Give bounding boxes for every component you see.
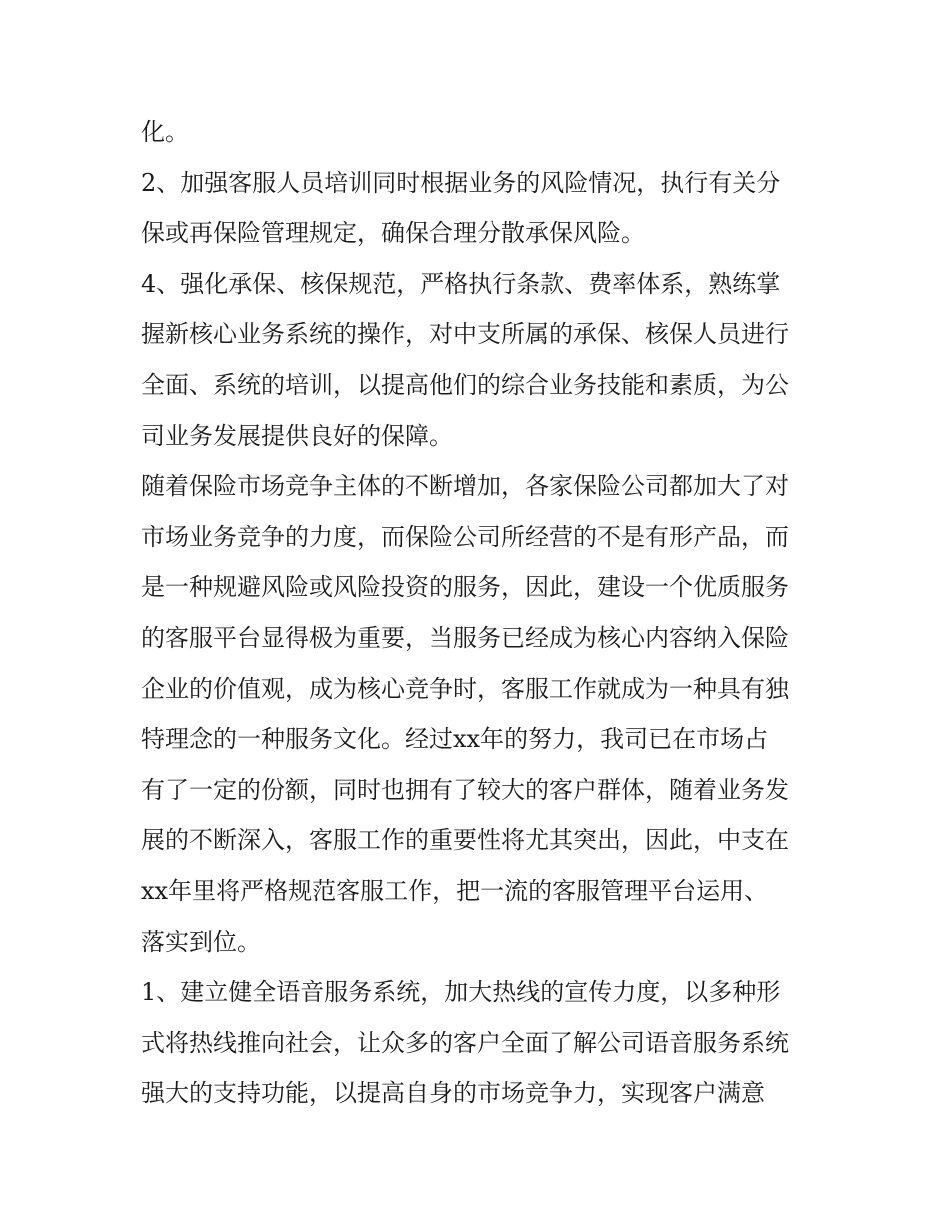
text-line: 企业的价值观，成为核心竞争时，客服工作就成为一种具有独 [141,674,789,703]
text-line: 司业务发展提供良好的保障。 [141,421,453,450]
text-line: 有了一定的份额，同时也拥有了较大的客户群体，随着业务发 [141,775,789,804]
text-line: 随着保险市场竞争主体的不断增加，各家保险公司都加大了对 [141,472,789,501]
text-line: 全面、系统的培训，以提高他们的综合业务技能和素质，为公 [141,370,789,399]
text-line: 握新核心业务系统的操作，对中支所属的承保、核保人员进行 [141,320,789,349]
body-text [141,107,821,1119]
text-line: 保或再保险管理规定，确保合理分散承保风险。 [141,219,645,248]
text-line: 是一种规避风险或风险投资的服务，因此，建设一个优质服务 [141,573,789,602]
text-line: 展的不断深入，客服工作的重要性将尤其突出，因此，中支在 [141,826,789,855]
text-line: 落实到位。 [141,927,261,956]
text-line: 化。 [141,118,189,146]
text-line: 4、强化承保、核保规范，严格执行条款、费率体系，熟练掌 [141,269,781,298]
text-line: 式将热线推向社会，让众多的客户全面了解公司语音服务系统 [141,1028,789,1057]
text-line: 市场业务竞争的力度，而保险公司所经营的不是有形产品，而 [141,522,789,551]
text-line: 的客服平台显得极为重要，当服务已经成为核心内容纳入保险 [141,623,789,652]
text-line: 1、建立健全语音服务系统，加大热线的宣传力度，以多种形 [141,978,781,1007]
text-line: xx年里将严格规范客服工作，把一流的客服管理平台运用、 [141,876,769,905]
text-line: 特理念的一种服务文化。经过xx年的努力，我司已在市场占 [141,725,769,754]
text-line: 强大的支持功能，以提高自身的市场竞争力，实现客户满意 [141,1079,765,1108]
text-line: 2、加强客服人员培训同时根据业务的风险情况，执行有关分 [141,168,781,197]
